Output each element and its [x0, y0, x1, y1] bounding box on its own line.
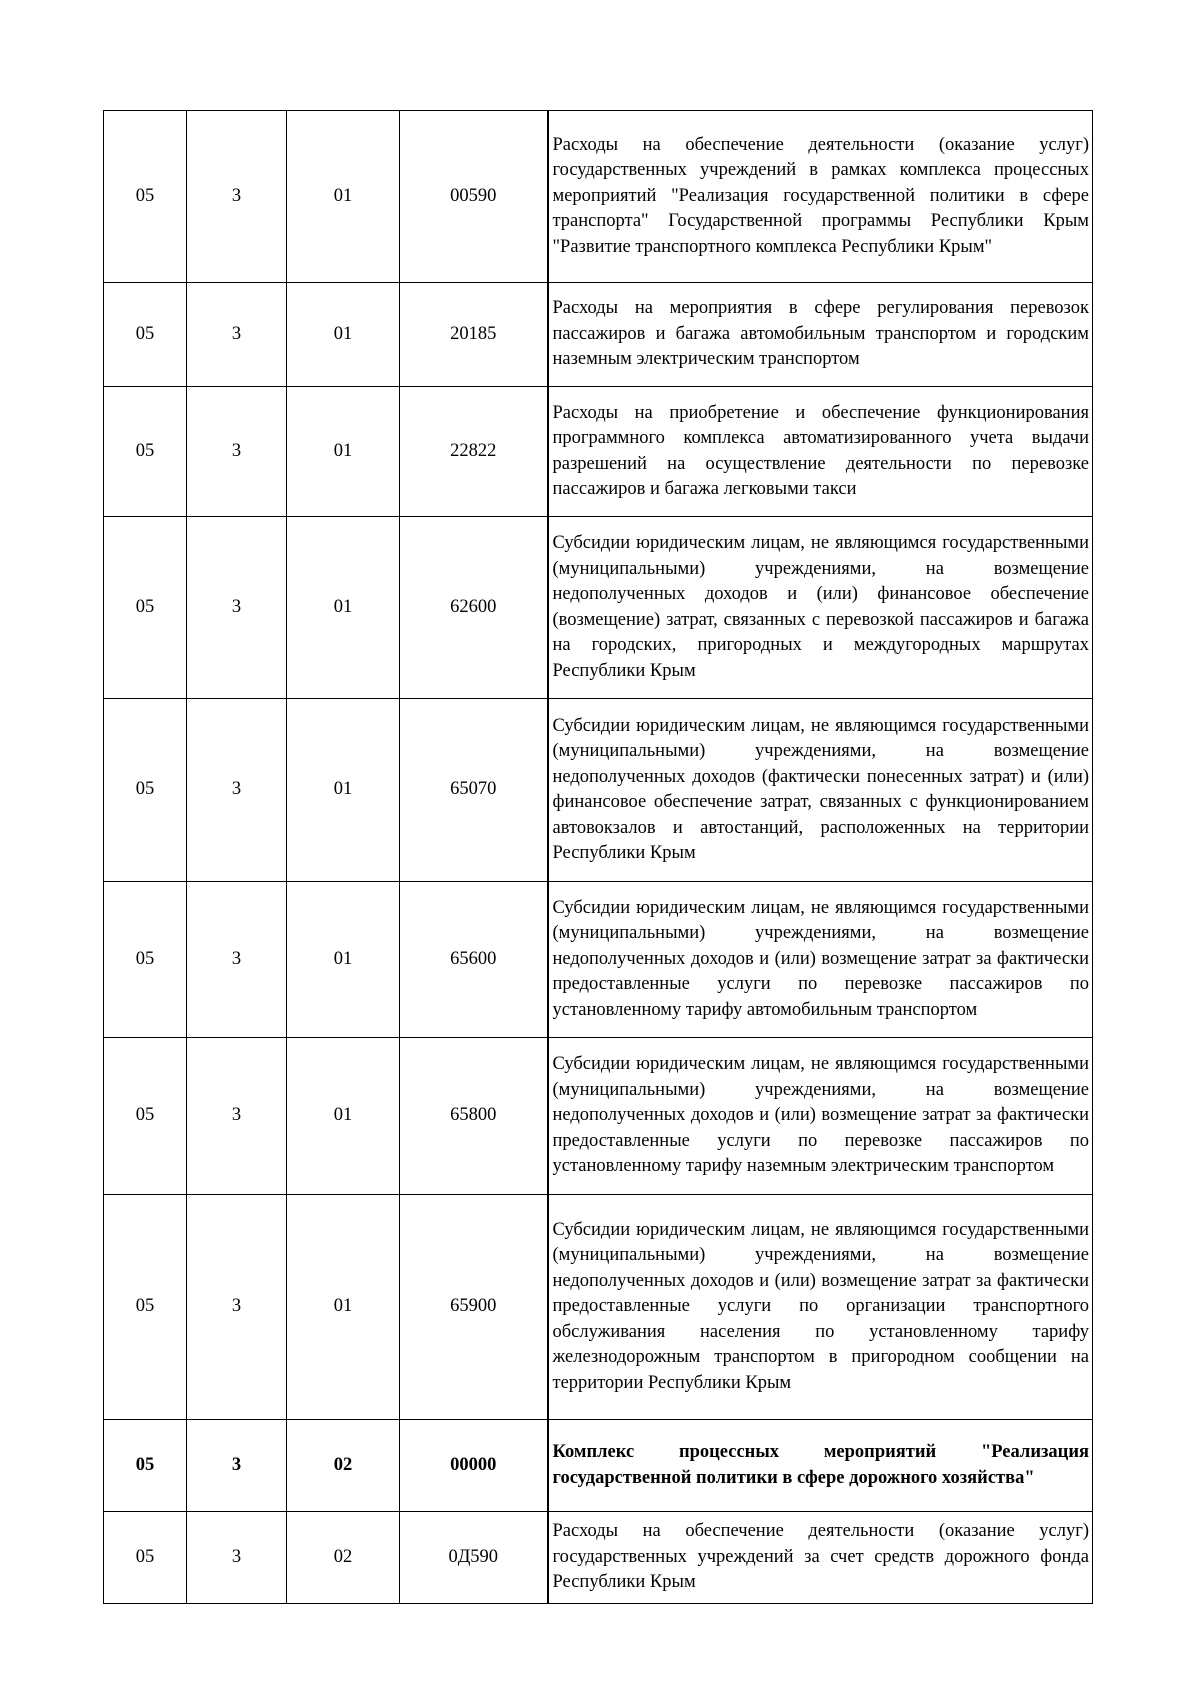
table-row [104, 283, 1093, 387]
table-row [104, 882, 1093, 1038]
expense-name-cell: Расходы на обеспечение деятельности (оказание услуг) государственных учреждений за счет средств дорожного фонда Республики Крым [548, 1512, 1093, 1604]
expense-name-cell: Субсидии юридическим лицам, не являющимся государственными (муниципальными) учреждениями, на возмещение недополученных доходов и (или) возмещение затрат за фактически предоставленные услуги по перевозке пассажиров по установленному тарифу наземным электрическим транспортом [548, 1038, 1093, 1195]
table-row [104, 1512, 1093, 1604]
measure-code-cell: 01 [287, 517, 400, 699]
expense-name-cell: Расходы на мероприятия в сфере регулирования перевозок пассажиров и багажа автомобильным транспортом и городским наземным электрическим транспортом [548, 283, 1093, 387]
subprogram-code-cell: 3 [187, 517, 287, 699]
direction-code-cell: 65600 [400, 882, 548, 1038]
table-row [104, 1038, 1093, 1195]
program-code-cell: 05 [104, 699, 187, 882]
program-code-cell: 05 [104, 1420, 187, 1512]
table-row [104, 111, 1093, 283]
budget-classification-table [103, 110, 1093, 1604]
measure-code-cell: 01 [287, 1195, 400, 1420]
expense-name-cell: Субсидии юридическим лицам, не являющимся государственными (муниципальными) учреждениями, на возмещение недополученных доходов и (или) возмещение затрат за фактически предоставленные услуги по организации транспортного обслуживания населения по установленному тарифу железнодорожным транспортом в пригородном сообщении на территории Республики Крым [548, 1195, 1093, 1420]
expense-name-cell: Субсидии юридическим лицам, не являющимся государственными (муниципальными) учреждениями, на возмещение недополученных доходов и (или) возмещение затрат за фактически предоставленные услуги по перевозке пассажиров по установленному тарифу автомобильным транспортом [548, 882, 1093, 1038]
program-code-cell: 05 [104, 517, 187, 699]
subprogram-code-cell: 3 [187, 1512, 287, 1604]
measure-code-cell: 01 [287, 387, 400, 517]
subprogram-code-cell: 3 [187, 1038, 287, 1195]
measure-code-cell: 01 [287, 699, 400, 882]
program-code-cell: 05 [104, 1512, 187, 1604]
measure-code-cell: 02 [287, 1512, 400, 1604]
expense-name-cell: Расходы на приобретение и обеспечение функционирования программного комплекса автоматизированного учета выдачи разрешений на осуществление деятельности по перевозке пассажиров и багажа легковыми такси [548, 387, 1093, 517]
expense-name-cell: Субсидии юридическим лицам, не являющимся государственными (муниципальными) учреждениями, на возмещение недополученных доходов (фактически понесенных затрат) и (или) финансовое обеспечение затрат, связанных с функционированием автовокзалов и автостанций, расположенных на территории Республики Крым [548, 699, 1093, 882]
expense-name-cell: Комплекс процессных мероприятий "Реализация государственной политики в сфере дорожного хозяйства" [548, 1420, 1093, 1512]
program-code-cell: 05 [104, 111, 187, 283]
subprogram-code-cell: 3 [187, 1420, 287, 1512]
direction-code-cell: 65800 [400, 1038, 548, 1195]
program-code-cell: 05 [104, 1195, 187, 1420]
subprogram-code-cell: 3 [187, 699, 287, 882]
subprogram-code-cell: 3 [187, 283, 287, 387]
direction-code-cell: 65900 [400, 1195, 548, 1420]
program-code-cell: 05 [104, 1038, 187, 1195]
table-body [104, 111, 1093, 1604]
program-code-cell: 05 [104, 283, 187, 387]
measure-code-cell: 02 [287, 1420, 400, 1512]
direction-code-cell: 00000 [400, 1420, 548, 1512]
measure-code-cell: 01 [287, 283, 400, 387]
table-row [104, 517, 1093, 699]
measure-code-cell: 01 [287, 882, 400, 1038]
direction-code-cell: 22822 [400, 387, 548, 517]
subprogram-code-cell: 3 [187, 111, 287, 283]
subprogram-code-cell: 3 [187, 882, 287, 1038]
subprogram-code-cell: 3 [187, 387, 287, 517]
direction-code-cell: 00590 [400, 111, 548, 283]
direction-code-cell: 65070 [400, 699, 548, 882]
table-row [104, 699, 1093, 882]
expense-name-cell: Расходы на обеспечение деятельности (оказание услуг) государственных учреждений в рамках комплекса процессных мероприятий "Реализация государственной политики в сфере транспорта" Государственной программы Республики Крым "Развитие транспортного комплекса Республики Крым" [548, 111, 1093, 283]
table-row [104, 1195, 1093, 1420]
program-code-cell: 05 [104, 882, 187, 1038]
expense-name-cell: Субсидии юридическим лицам, не являющимся государственными (муниципальными) учреждениями, на возмещение недополученных доходов и (или) финансовое обеспечение (возмещение) затрат, связанных с перевозкой пассажиров и багажа на городских, пригородных и междугородных маршрутах Республики Крым [548, 517, 1093, 699]
table-row [104, 1420, 1093, 1512]
direction-code-cell: 62600 [400, 517, 548, 699]
program-code-cell: 05 [104, 387, 187, 517]
subprogram-code-cell: 3 [187, 1195, 287, 1420]
direction-code-cell: 20185 [400, 283, 548, 387]
measure-code-cell: 01 [287, 111, 400, 283]
direction-code-cell: 0Д590 [400, 1512, 548, 1604]
measure-code-cell: 01 [287, 1038, 400, 1195]
table-row [104, 387, 1093, 517]
